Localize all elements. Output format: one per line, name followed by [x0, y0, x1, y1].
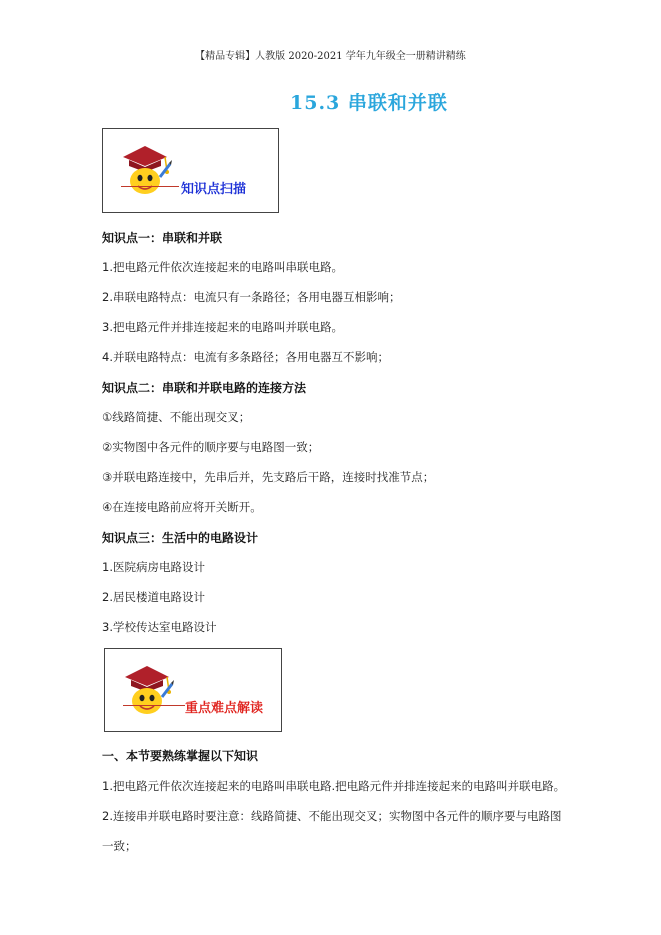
banner-underline — [121, 186, 179, 187]
list-item: 2.串联电路特点：电流只有一条路径；各用电器互相影响； — [102, 290, 401, 304]
list-item: 1.医院病房电路设计 — [102, 560, 205, 574]
list-item: ④在连接电路前应将开关断开。 — [102, 500, 262, 514]
list-item: 1.把电路元件依次连接起来的电路叫串联电路.把电路元件并排连接起来的电路叫并联电路。 — [102, 779, 566, 793]
list-item: 3.把电路元件并排连接起来的电路叫并联电路。 — [102, 320, 343, 334]
list-item: 2.居民楼道电路设计 — [102, 590, 205, 604]
list-item: ①线路简捷、不能出现交叉； — [102, 410, 251, 424]
banner-label: 重点难点解读 — [185, 701, 264, 716]
graduation-mascot-icon — [117, 657, 177, 719]
banner-label: 知识点扫描 — [181, 182, 247, 197]
section-title: 知识点三：生活中的电路设计 — [102, 531, 259, 545]
page-title: 15.3 串联和并联 — [290, 92, 448, 114]
list-item: 2.连接串并联电路时要注意：线路简捷、不能出现交叉；实物图中各元件的顺序要与电路图 — [102, 809, 562, 823]
banner-key-points — [104, 648, 282, 732]
banner-knowledge-scan — [102, 128, 279, 213]
page-header: 【精品专辑】人教版 2020-2021 学年九年级全一册精讲精练 — [195, 51, 466, 62]
list-item: 1.把电路元件依次连接起来的电路叫串联电路。 — [102, 260, 343, 274]
graduation-mascot-icon — [115, 137, 175, 199]
section-title: 一、本节要熟练掌握以下知识 — [102, 749, 259, 763]
list-item: 4.并联电路特点：电流有多条路径；各用电器互不影响； — [102, 350, 389, 364]
list-item: 3.学校传达室电路设计 — [102, 620, 217, 634]
banner-underline — [123, 705, 185, 706]
section-title: 知识点一：串联和并联 — [102, 231, 223, 245]
section-title: 知识点二：串联和并联电路的连接方法 — [102, 381, 307, 395]
list-item: ③并联电路连接中，先串后并，先支路后干路，连接时找准节点； — [102, 470, 435, 484]
list-item: ②实物图中各元件的顺序要与电路图一致； — [102, 440, 320, 454]
list-item: 一致； — [102, 839, 137, 853]
